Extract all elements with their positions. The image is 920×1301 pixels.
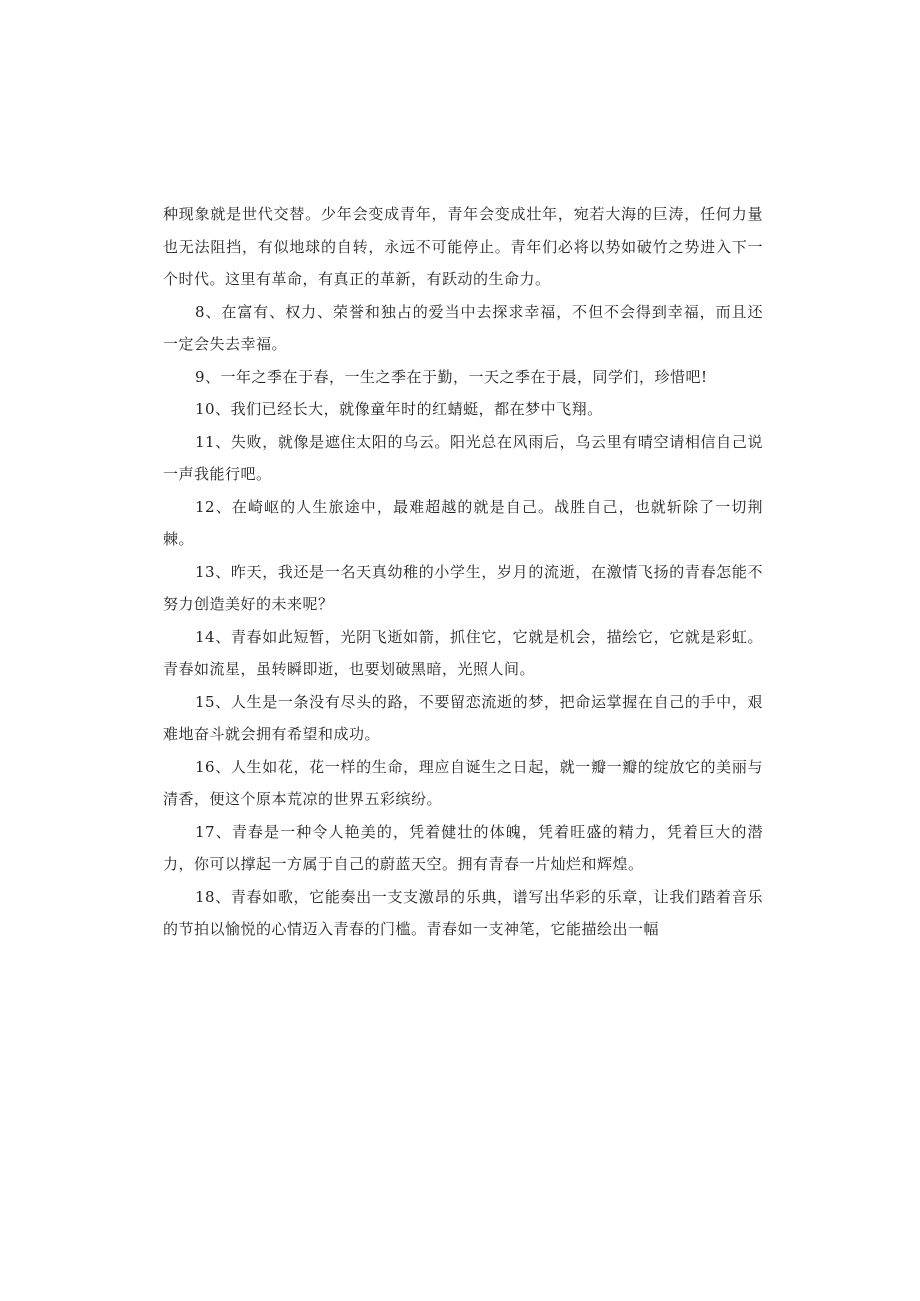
paragraph-item-8: 8、在富有、权力、荣誉和独占的爱当中去探求幸福，不但不会得到幸福，而且还一定会失去幸福。 bbox=[163, 302, 763, 353]
paragraph-item-16: 16、人生如花，花一样的生命，理应自诞生之日起，就一瓣一瓣的绽放它的美丽与清香，便这个原本荒凉的世界五彩缤纷。 bbox=[163, 757, 763, 808]
paragraph-item-18: 18、青春如歌，它能奏出一支支激昂的乐典，谱写出华彩的乐章，让我们踏着音乐的节拍以愉悦的心情迈入青春的门槛。青春如一支神笔，它能描绘出一幅 bbox=[163, 887, 763, 938]
paragraph-item-17: 17、青春是一种令人艳美的，凭着健壮的体魄，凭着旺盛的精力，凭着巨大的潜力，你可以撑起一方属于自己的蔚蓝天空。拥有青春一片灿烂和辉煌。 bbox=[163, 822, 763, 873]
paragraph-item-11: 11、失败，就像是遮住太阳的乌云。阳光总在风雨后，乌云里有晴空请相信自己说一声我能行吧。 bbox=[163, 432, 763, 483]
paragraph-item-10: 10、我们已经长大，就像童年时的红蜻蜓，都在梦中飞翔。 bbox=[195, 400, 603, 418]
paragraph-item-9: 9、一年之季在于春，一生之季在于勤，一天之季在于晨，同学们，珍惜吧! bbox=[195, 367, 708, 386]
paragraph-continuation: 种现象就是世代交替。少年会变成青年，青年会变成壮年，宛若大海的巨涛，任何力量也无法阻挡，有似地球的自转，永远不可能停止。青年们必将以势如破竹之势进入下一个时代。这里有革命，有真正的革新，有跃动的生命力。 bbox=[163, 205, 763, 288]
paragraph-item-15: 15、人生是一条没有尽头的路，不要留恋流逝的梦，把命运掌握在自己的手中，艰难地奋斗就会拥有希望和成功。 bbox=[163, 692, 763, 743]
paragraph-item-12: 12、在崎岖的人生旅途中，最难超越的就是自己。战胜自己，也就斩除了一切荆棘。 bbox=[163, 497, 763, 548]
paragraph-item-13: 13、昨天，我还是一名天真幼稚的小学生，岁月的流逝，在激情飞扬的青春怎能不努力创造美好的未来呢？ bbox=[163, 562, 763, 613]
paragraph-item-14: 14、青春如此短暂，光阴飞逝如箭，抓住它，它就是机会，描绘它，它就是彩虹。青春如流星，虽转瞬即逝，也要划破黑暗，光照人间。 bbox=[163, 627, 763, 678]
document-body bbox=[163, 198, 763, 946]
